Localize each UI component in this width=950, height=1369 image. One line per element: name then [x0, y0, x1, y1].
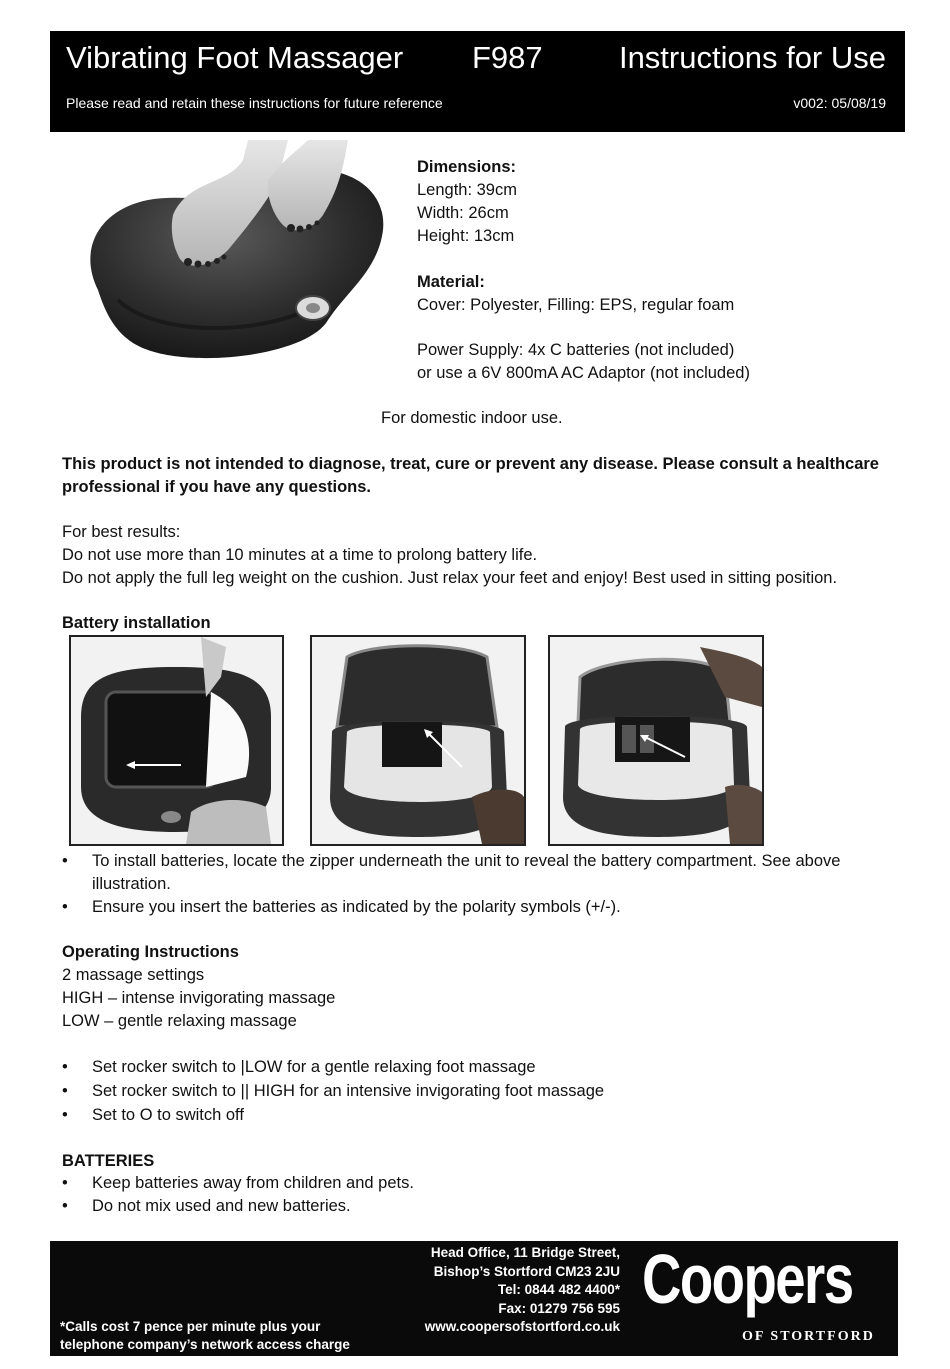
bullet-glyph: •: [62, 1197, 68, 1215]
battery-bullet-1: [62, 850, 902, 896]
call-cost-line1: *Calls cost 7 pence per minute plus your: [60, 1319, 321, 1334]
version-date: v002: 05/08/19: [793, 95, 886, 111]
address-line1: Head Office, 11 Bridge Street,: [430, 1245, 620, 1260]
batteries-bullet-2-text: Do not mix used and new batteries.: [92, 1197, 351, 1215]
coopers-logo: [642, 1240, 892, 1351]
batteries-bullet-1-text: Keep batteries away from children and pets.: [92, 1174, 414, 1192]
header-banner: [50, 31, 905, 132]
retain-instructions-note: Please read and retain these instructions for future reference: [66, 95, 443, 111]
best-results-line2: Do not apply the full leg weight on the cushion. Just relax your feet and enjoy! Best used in sitting position.: [62, 569, 838, 587]
dimension-length: Length: 39cm: [417, 181, 517, 199]
dimension-width: Width: 26cm: [417, 204, 509, 222]
dimensions-heading: Dimensions:: [417, 158, 517, 176]
bullet-glyph: •: [62, 1082, 68, 1100]
disclaimer-line2: professional if you have any questions.: [62, 478, 371, 496]
call-cost-line2: telephone company’s network access charge: [60, 1337, 350, 1352]
battery-bullet-1-line1: To install batteries, locate the zipper underneath the unit to reveal the battery compartment. See above: [92, 852, 841, 870]
battery-step2-photo: [310, 635, 526, 846]
battery-bullet-2-text: Ensure you insert the batteries as indicated by the polarity symbols (+/-).: [92, 898, 621, 916]
bullet-glyph: •: [62, 1106, 68, 1124]
battery-step1-photo: [69, 635, 284, 846]
battery-bullet-2: [62, 896, 902, 919]
logo-wordmark: Coopers: [642, 1240, 853, 1318]
footer-banner: [50, 1241, 898, 1356]
call-cost-note: [60, 1318, 350, 1354]
dimension-height: Height: 13cm: [417, 227, 515, 245]
bullet-glyph: •: [62, 898, 68, 916]
operating-bullet-2: [62, 1080, 902, 1103]
operating-instructions-heading: Operating Instructions: [62, 943, 239, 961]
high-setting-desc: HIGH – intense invigorating massage: [62, 989, 336, 1007]
bullet-glyph: •: [62, 1058, 68, 1076]
fax: Fax: 01279 756 595: [498, 1300, 620, 1316]
address-line2: Bishop’s Stortford CM23 2JU: [433, 1263, 620, 1279]
power-supply-line1: Power Supply: 4x C batteries (not included): [417, 341, 735, 359]
website: www.coopersofstortford.co.uk: [424, 1319, 620, 1334]
telephone: Tel: 0844 482 4400*: [497, 1282, 620, 1297]
domestic-use-note: For domestic indoor use.: [381, 409, 563, 427]
operating-bullet-3-text: Set to O to switch off: [92, 1106, 244, 1124]
power-supply-line2: or use a 6V 800mA AC Adaptor (not included): [417, 364, 750, 382]
bullet-glyph: •: [62, 852, 68, 870]
material-heading: Material:: [417, 273, 485, 291]
low-setting-desc: LOW – gentle relaxing massage: [62, 1012, 297, 1030]
batteries-bullet-1: [62, 1172, 902, 1195]
massage-settings-count: 2 massage settings: [62, 966, 205, 984]
battery-step3-photo: [548, 635, 764, 846]
operating-bullet-2-text: Set rocker switch to || HIGH for an intensive invigorating foot massage: [92, 1082, 605, 1100]
batteries-bullet-2: [62, 1195, 902, 1218]
disclaimer-line1: This product is not intended to diagnose, treat, cure or prevent any disease. Please consult a healthcare: [62, 455, 879, 473]
head-office-address: [420, 1244, 620, 1337]
material-text: Cover: Polyester, Filling: EPS, regular foam: [417, 296, 735, 314]
bullet-glyph: •: [62, 1174, 68, 1192]
product-title: Vibrating Foot Massager: [66, 40, 404, 75]
battery-installation-heading: Battery installation: [62, 614, 211, 632]
logo-subtext: OF STORTFORD: [742, 1329, 875, 1344]
foot-massager-product-image: [78, 140, 388, 368]
operating-bullet-1: [62, 1056, 902, 1079]
operating-bullet-3: [62, 1104, 902, 1127]
batteries-heading: BATTERIES: [62, 1152, 155, 1170]
best-results-line1: Do not use more than 10 minutes at a time to prolong battery life.: [62, 546, 538, 564]
model-number: F987: [472, 40, 543, 75]
document-type: Instructions for Use: [618, 40, 886, 75]
best-results-heading: For best results:: [62, 523, 181, 541]
battery-bullet-1-line2: illustration.: [92, 875, 171, 893]
operating-bullet-1-text: Set rocker switch to |LOW for a gentle relaxing foot massage: [92, 1058, 536, 1076]
